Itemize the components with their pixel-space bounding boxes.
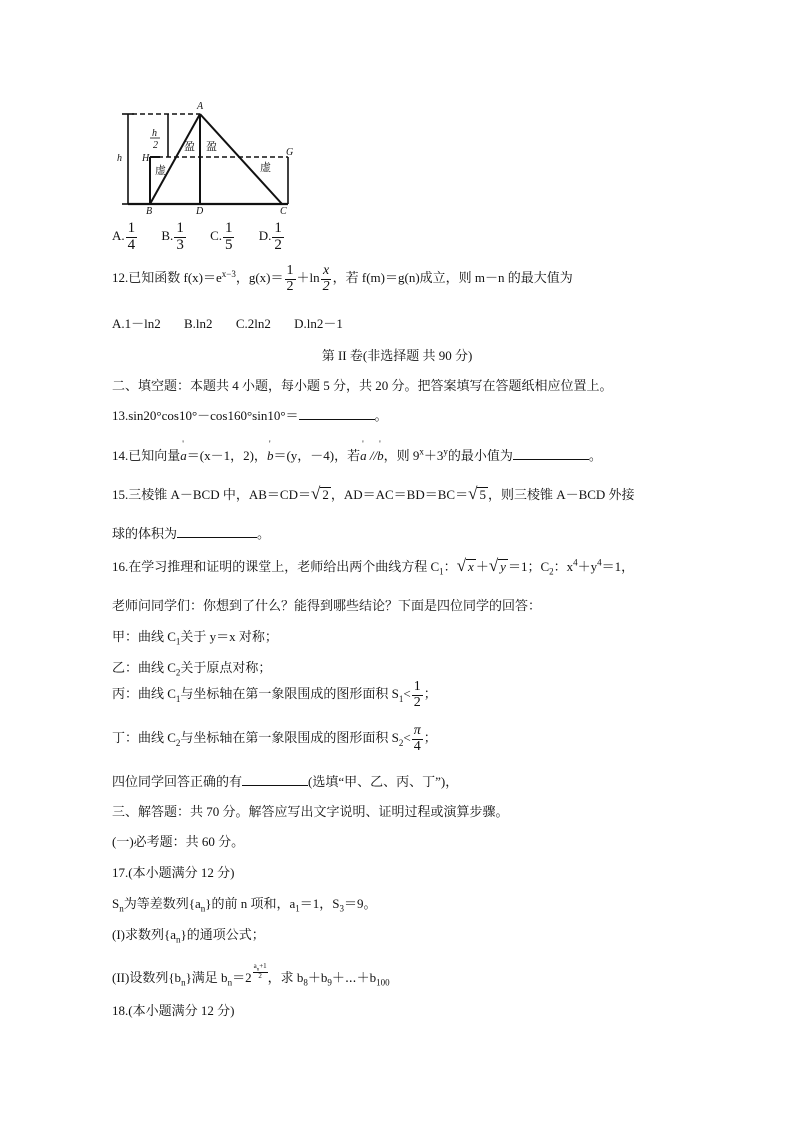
label-A: A [197,101,204,112]
q16-line2: 老师问同学们：你想到了什么？能得到哪些结论？下面是四位同学的回答： [112,598,542,613]
q16-answer-blank[interactable] [242,773,308,786]
q11-options [112,221,305,254]
q12-options [112,313,363,332]
q12-stem: 12.已知函数 $f(x)=e^{x-3}$，g(x)＝ $\frac{1}{2}$ ＋ln $\frac{x}{2}$ ，若 f(m)＝g(n)成立，则 m－n 的最大值为 [112,263,573,294]
q18-title: 18.(本小题满分 12 分) [112,1003,235,1018]
label-C: C [280,206,287,217]
q17-part1: (I)求数列$\{a_n\}$的通项公式； [112,927,265,945]
q13-answer-blank[interactable] [299,407,375,420]
q12-option-c[interactable]: C.2ln2 [235,316,271,331]
q16-ding: 丁：曲线 $C_2$与坐标轴在第一象限围成的图形面积 $S_2<$ $\frac{\pi}{4}$ ； [112,723,437,754]
q13: 13.sin20°cos10°－cos160°sin10°＝ 。 [112,408,388,423]
q16-line1: 16.在学习推理和证明的课堂上，老师给出两个曲线方程 $C_1$： √ x ＋ √ y ＝1；$C_2$：$x^4+y^4=1$， [112,556,635,577]
label-h-den: 2 [153,140,158,151]
q16-jia: 甲：曲线 $C_1$关于 y＝x 对称； [112,629,278,647]
q11-option-a[interactable]: A. $\frac{1}{4}$ [112,220,136,253]
q16-bing: 丙：曲线 $C_1$与坐标轴在第一象限围成的图形面积 $S_1<$ $\frac{1}{2}$ ； [112,679,437,710]
q15-answer-blank[interactable] [177,525,257,538]
q16-yi: 乙：曲线 $C_2$关于原点对称； [112,660,272,678]
side-AC [200,114,282,204]
label-D: D [196,206,204,217]
q12-option-a[interactable]: A.1－ln2 [112,316,161,331]
section-title: 第 II 卷(非选择题 共 90 分) [321,348,473,363]
q15-line1: 15.三棱锥 A－BCD 中，AB＝CD＝ √ 2 ，AD＝AC＝BD＝BC＝ √ 5 ，则三棱锥 A－BCD 外接 [112,484,635,503]
geometry-figure [112,100,312,218]
q14-answer-blank[interactable] [513,447,589,460]
q11-option-c[interactable]: C. $\frac{1}{5}$ [210,220,233,253]
label-h-num: h [152,128,157,139]
q17-title: 17.(本小题满分 12 分) [112,865,235,880]
q17-given: $S_n$为等差数列$\{a_n\}$的前 n 项和，$a_1=1$，$S_3=9$。 [112,896,377,914]
q12-option-b[interactable]: B.ln2 [184,316,213,331]
q15-line2: 球的体积为 。 [112,526,271,541]
part2-heading: 二、填空题：本题共 4 小题，每小题 5 分，共 20 分。把答案填写在答题纸相应位置上。 [112,378,613,393]
label-B: B [146,206,153,217]
label-H: H [142,153,150,164]
label-xu-2: 虚 [260,161,271,174]
q11-option-d[interactable]: D. $\frac{1}{2}$ [258,220,282,253]
q16-answer: 四位同学回答正确的有 (选填“甲、乙、丙、丁”)， [112,774,459,789]
label-xu-1: 虚 [155,164,166,177]
q17-part2: (II)设数列$\{b_n\}$满足 $b_n=2$ $\frac{a_n+1}{2}$ ，求 $b_8+b_9+\cdots+b_{100}$ [112,962,390,988]
required-heading: (一)必考题：共 60 分。 [112,834,245,849]
q11-option-b[interactable]: B. $\frac{1}{3}$ [161,220,184,253]
label-ying-2: 盈 [206,140,217,153]
label-G: G [286,147,294,158]
q12-option-d[interactable]: D.ln2－1 [294,316,343,331]
q14: 14.已知向量' a＝(x－1，2)，' b＝(y，－4)，若' a //' b，则 $9^x+3^y$的最小值为 。 [112,445,602,464]
side-AB [150,114,200,204]
label-h: h [117,153,122,164]
label-ying-1: 盈 [184,140,195,153]
part3-heading: 三、解答题：共 70 分。解答应写出文字说明、证明过程或演算步骤。 [112,804,509,819]
